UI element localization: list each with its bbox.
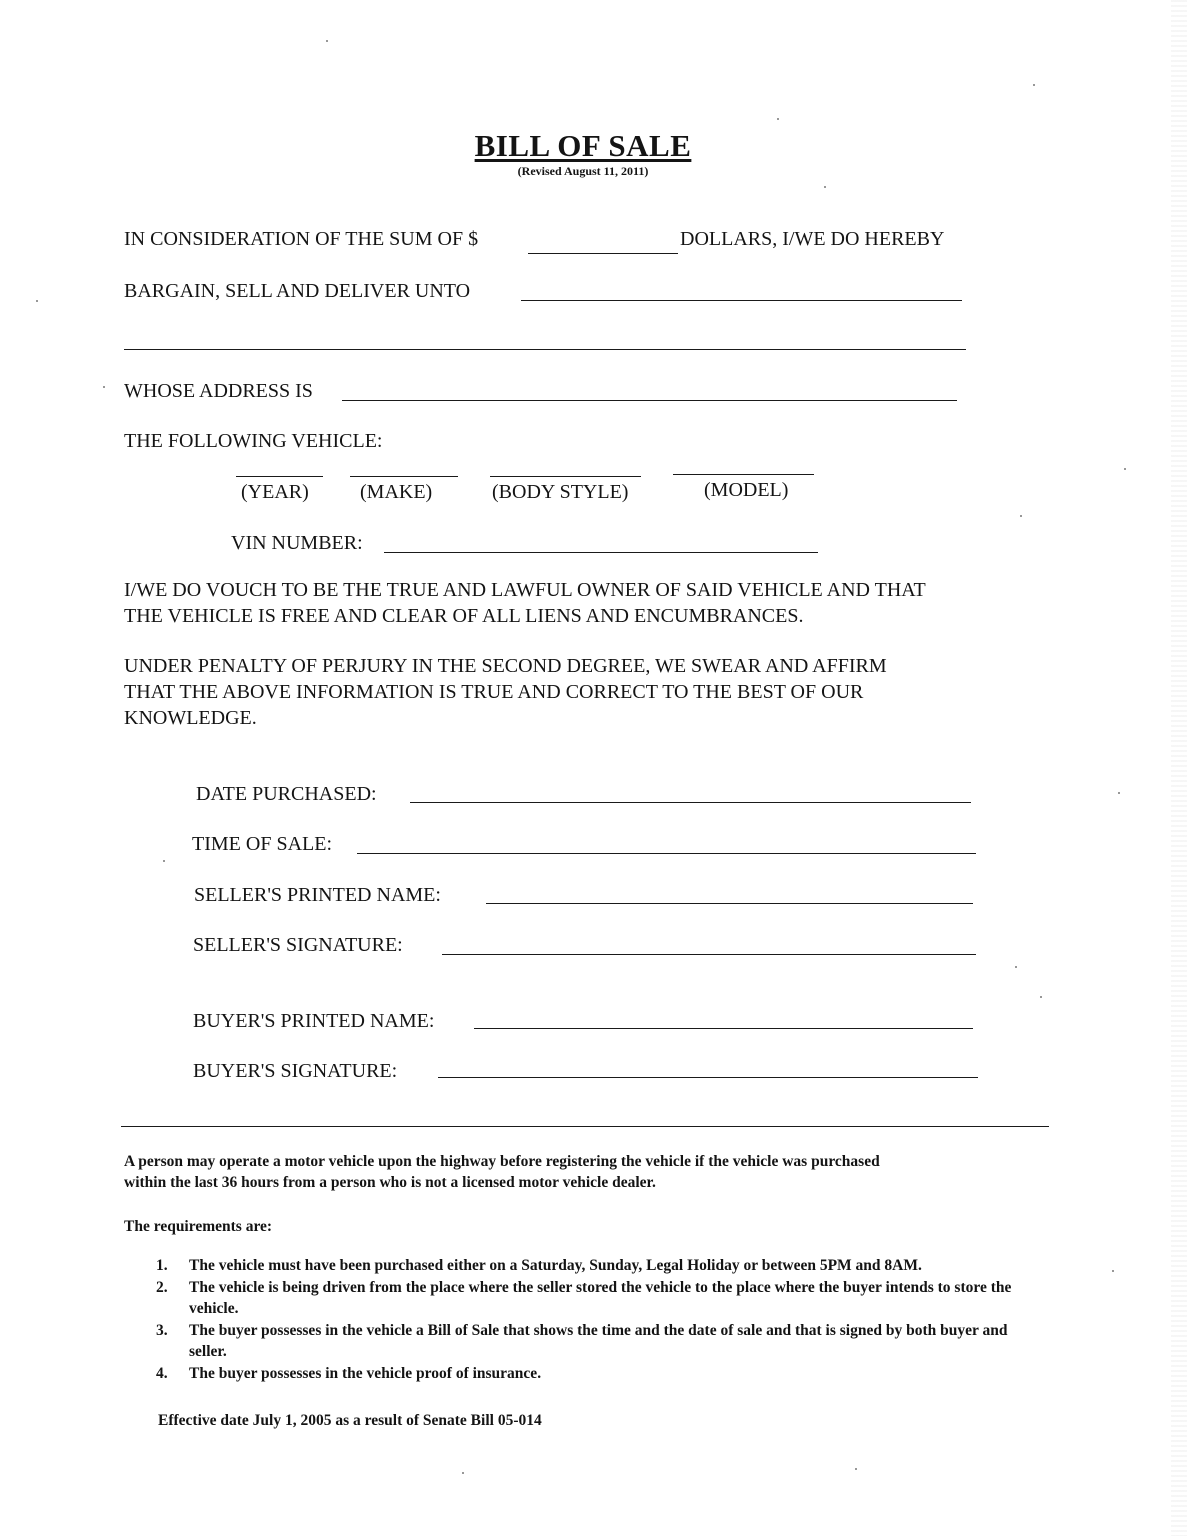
- scan-speck: [824, 186, 826, 188]
- scan-speck: [1015, 966, 1017, 968]
- consideration-text-before: IN CONSIDERATION OF THE SUM OF $: [124, 228, 479, 250]
- list-item-text: The vehicle is being driven from the place where the seller stored the vehicle to the place where the buyer intends to store the vehicle.: [189, 1278, 1012, 1317]
- scan-speck: [1112, 1270, 1114, 1272]
- vehicle-label: THE FOLLOWING VEHICLE:: [124, 430, 383, 452]
- revised-date: (Revised August 11, 2011): [517, 164, 649, 178]
- scan-speck: [855, 1468, 857, 1470]
- time-of-sale-field[interactable]: [357, 853, 976, 854]
- scan-speck: [1118, 792, 1120, 794]
- scan-speck: [1124, 468, 1126, 470]
- perjury-line-1: UNDER PENALTY OF PERJURY IN THE SECOND DEGREE, WE SWEAR AND AFFIRM: [124, 655, 887, 677]
- buyer-name-continued-field[interactable]: [124, 349, 966, 350]
- list-item: [156, 1320, 1056, 1363]
- model-caption: (MODEL): [704, 479, 789, 501]
- list-item-number: 2.: [156, 1278, 168, 1296]
- scan-speck: [163, 860, 165, 862]
- year-field[interactable]: [236, 476, 323, 477]
- footnote-intro-line-1: A person may operate a motor vehicle upon the highway before registering the vehicle if the vehicle was purchased: [124, 1153, 880, 1170]
- deliver-label: BARGAIN, SELL AND DELIVER UNTO: [124, 280, 471, 302]
- buyer-signature-label: BUYER'S SIGNATURE:: [193, 1060, 398, 1082]
- list-item-number: 4.: [156, 1364, 168, 1382]
- vouch-line-1: I/WE DO VOUCH TO BE THE TRUE AND LAWFUL OWNER OF SAID VEHICLE AND THAT: [124, 579, 926, 601]
- model-field[interactable]: [673, 474, 814, 475]
- requirements-list: [156, 1255, 1056, 1384]
- scan-speck: [103, 386, 105, 388]
- scan-speck: [462, 1472, 464, 1474]
- seller-name-field[interactable]: [486, 903, 973, 904]
- year-caption: (YEAR): [241, 481, 309, 503]
- body-style-field[interactable]: [490, 476, 641, 477]
- make-caption: (MAKE): [360, 481, 433, 503]
- address-label: WHOSE ADDRESS IS: [124, 380, 313, 402]
- vin-field[interactable]: [384, 552, 818, 553]
- buyer-name-label: BUYER'S PRINTED NAME:: [193, 1010, 435, 1032]
- scan-speck: [777, 118, 779, 120]
- section-divider: [121, 1126, 1049, 1127]
- body-style-caption: (BODY STYLE): [492, 481, 629, 503]
- perjury-line-3: KNOWLEDGE.: [124, 707, 257, 729]
- time-of-sale-label: TIME OF SALE:: [192, 833, 332, 855]
- seller-signature-label: SELLER'S SIGNATURE:: [193, 934, 403, 956]
- list-item-text: The buyer possesses in the vehicle proof of insurance.: [189, 1364, 542, 1382]
- list-item-text: The buyer possesses in the vehicle a Bill of Sale that shows the time and the date of sale and that is signed by both buyer and seller.: [189, 1321, 1008, 1360]
- seller-signature-field[interactable]: [442, 954, 976, 955]
- vin-label: VIN NUMBER:: [231, 532, 363, 554]
- seller-name-label: SELLER'S PRINTED NAME:: [194, 884, 441, 906]
- list-item-text: The vehicle must have been purchased either on a Saturday, Sunday, Legal Holiday or between 5PM and 8AM.: [189, 1257, 922, 1274]
- date-purchased-label: DATE PURCHASED:: [196, 783, 377, 805]
- perjury-line-2: THAT THE ABOVE INFORMATION IS TRUE AND CORRECT TO THE BEST OF OUR: [124, 681, 864, 703]
- list-item: [156, 1255, 1056, 1277]
- scan-speck: [326, 40, 328, 42]
- date-purchased-field[interactable]: [410, 802, 971, 803]
- effective-date: Effective date July 1, 2005 as a result of Senate Bill 05-014: [158, 1412, 542, 1429]
- list-item: [156, 1363, 1056, 1385]
- vouch-line-2: THE VEHICLE IS FREE AND CLEAR OF ALL LIENS AND ENCUMBRANCES.: [124, 605, 804, 627]
- buyer-name-field[interactable]: [521, 300, 962, 301]
- sum-amount-field[interactable]: [528, 253, 678, 254]
- buyer-signature-field[interactable]: [438, 1077, 978, 1078]
- scan-speck: [1040, 996, 1042, 998]
- footnote-intro-line-2: within the last 36 hours from a person who is not a licensed motor vehicle dealer.: [124, 1174, 656, 1191]
- list-item: [156, 1277, 1056, 1320]
- address-field[interactable]: [342, 400, 957, 401]
- scan-speck: [36, 300, 38, 302]
- scan-edge-artifact: [1171, 0, 1187, 1536]
- requirements-label: The requirements are:: [124, 1218, 273, 1235]
- buyer-printed-name-field[interactable]: [474, 1028, 973, 1029]
- list-item-number: 1.: [156, 1257, 168, 1274]
- scan-speck: [1033, 84, 1035, 86]
- consideration-text-after: DOLLARS, I/WE DO HEREBY: [680, 228, 945, 250]
- page-title: BILL OF SALE: [474, 128, 692, 163]
- make-field[interactable]: [350, 476, 458, 477]
- list-item-number: 3.: [156, 1321, 168, 1339]
- scan-speck: [1020, 515, 1022, 517]
